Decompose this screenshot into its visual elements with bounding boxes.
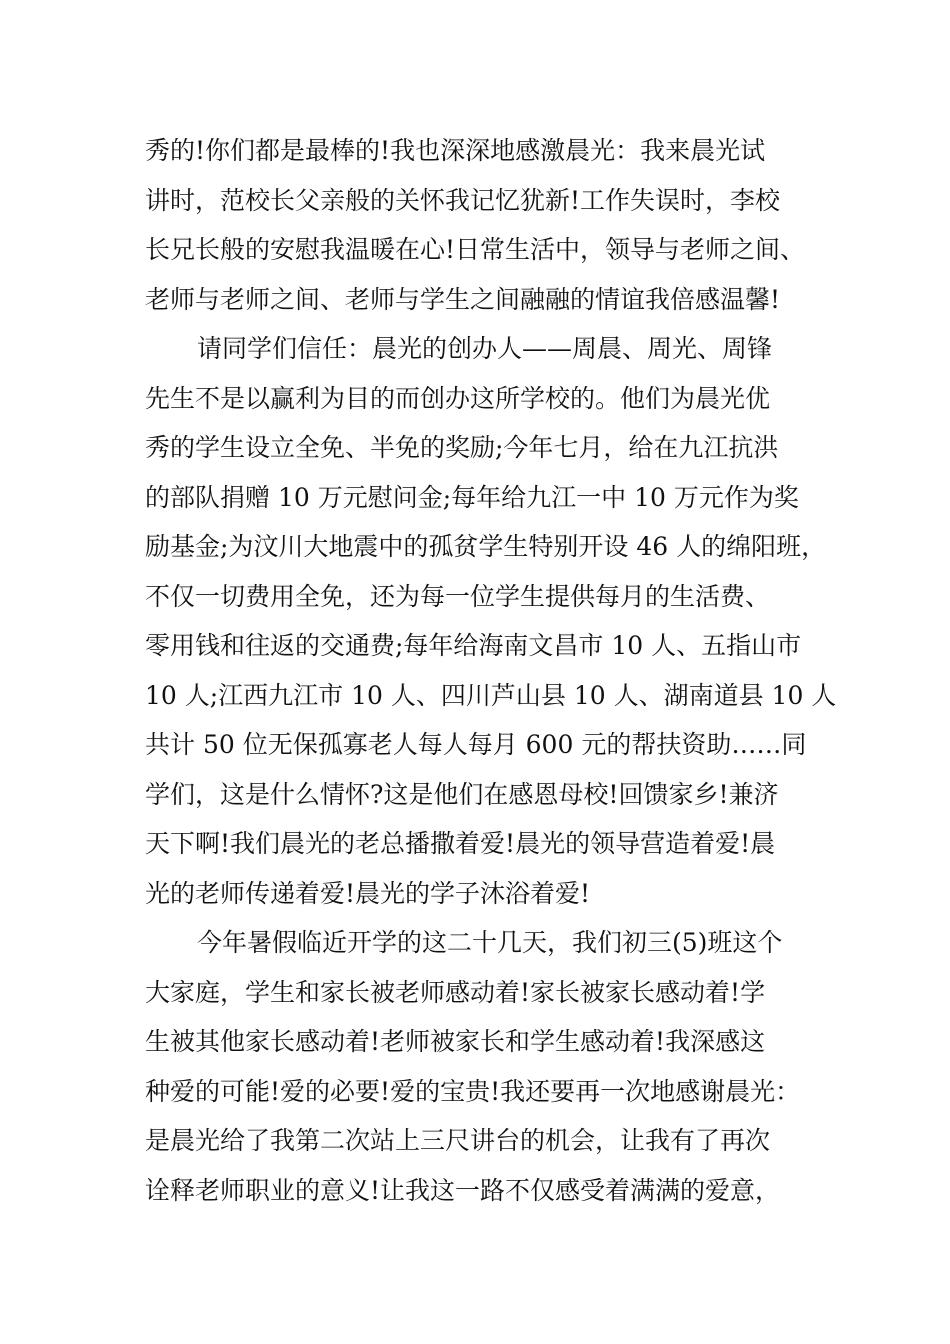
text-line: 共计 50 位无保孤寡老人每人每月 600 元的帮扶资助……同 (145, 730, 807, 759)
text-line: 先生不是以赢利为目的而创办这所学校的。他们为晨光优 (145, 383, 771, 413)
text-line: 大家庭，学生和家长被老师感动着!家长被家长感动着!学 (145, 977, 766, 1007)
document-page (145, 126, 837, 1215)
text-line: 秀的学生设立全免、半免的奖励;今年七月，给在九江抗洪 (145, 433, 779, 462)
text-line: 天下啊!我们晨光的老总播撒着爱!晨光的领导营造着爱!晨 (145, 829, 776, 858)
text-line: 光的老师传递着爱!晨光的学子沐浴着爱! (145, 878, 591, 908)
text-line: 秀的!你们都是最棒的!我也深深地感激晨光：我来晨光试 (145, 136, 766, 165)
text-line: 诠释老师职业的意义!让我这一路不仅感受着满满的爱意， (145, 1175, 781, 1205)
paragraph-1 (145, 126, 813, 324)
text-line: 零用钱和往返的交通费;每年给海南文昌市 10 人、五指山市 (145, 631, 802, 660)
paragraph-3 (145, 918, 813, 1215)
text-line: 生被其他家长感动着!老师被家长和学生感动着!我深感这 (145, 1027, 766, 1056)
text-line: 的部队捐赠 10 万元慰问金;每年给九江一中 10 万元作为奖 (145, 482, 799, 512)
text-line: 励基金;为汶川大地震中的孤贫学生特别开设 46 人的绵阳班， (145, 532, 827, 561)
text-line: 请同学们信任：晨光的创办人——周晨、周光、周锋 (197, 334, 773, 363)
text-line: 老师与老师之间、老师与学生之间融融的情谊我倍感温馨! (145, 284, 781, 314)
text-line: 今年暑假临近开学的这二十几天，我们初三(5)班这个 (197, 928, 783, 957)
paragraph-2 (145, 324, 837, 918)
text-line: 讲时，范校长父亲般的关怀我记忆犹新!工作失误时，李校 (145, 185, 781, 215)
text-line: 种爱的可能!爱的必要!爱的宝贵!我还要再一次地感谢晨光： (145, 1076, 801, 1106)
text-line: 是晨光给了我第二次站上三尺讲台的机会，让我有了再次 (145, 1126, 771, 1155)
text-line: 学们，这是什么情怀?这是他们在感恩母校!回馈家乡!兼济 (145, 779, 779, 809)
text-line: 不仅一切费用全免，还为每一位学生提供每月的生活费、 (145, 581, 771, 611)
text-line: 10 人;江西九江市 10 人、四川芦山县 10 人、湖南道县 10 人 (145, 680, 837, 710)
text-line: 长兄长般的安慰我温暖在心!日常生活中，领导与老师之间、 (145, 235, 806, 264)
